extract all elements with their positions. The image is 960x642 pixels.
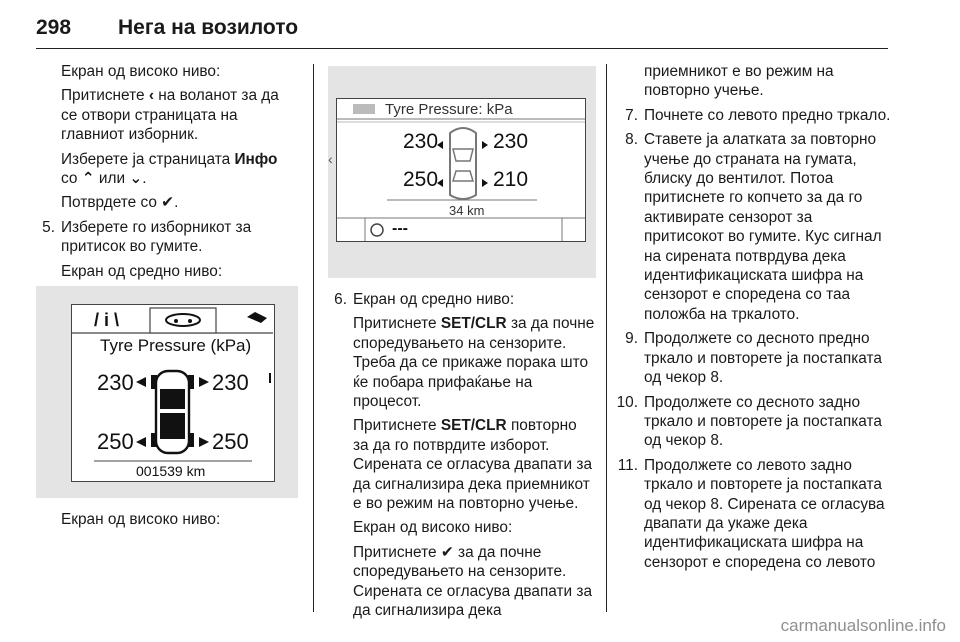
- watermark: carmanualsonline.info: [780, 616, 946, 635]
- step-11: 11. Продолжете со левото задно тркало и повторете ја постапката од чекор 8. Сирената се огласува двапати да укаже дека идентификациската шифра на сензорот е споредена со левото: [617, 456, 885, 571]
- paragraph: Потврдете со ✔.: [61, 194, 179, 212]
- paragraph: Изберете ја страницата Инфо со ⌃ или ⌄.: [61, 150, 278, 188]
- check-icon: ✔: [161, 194, 175, 212]
- paragraph: Екран од високо ниво:: [61, 511, 221, 529]
- high-level-display-illustration: [328, 66, 596, 278]
- page-number: 298: [36, 16, 72, 39]
- screen-title: Tyre Pressure: kPa: [385, 101, 513, 118]
- paragraph: Притиснете ✔ за да почне споредувањето на сензорите. Сирената се огласува двапати за да сигнализира дека: [353, 543, 593, 620]
- page-title: Нега на возилото: [118, 16, 299, 39]
- status-text: ---: [392, 220, 408, 237]
- front-right-pressure: 230: [493, 130, 529, 153]
- check-icon: ✔: [440, 543, 454, 561]
- column-2: [328, 66, 596, 626]
- front-left-pressure: 230: [403, 130, 439, 153]
- paragraph: Притиснете SET/CLR повторно за да го потврдите изборот. Сирената се огласува двапати за да сигнализира дека приемникот е во режим на повторно учење.: [353, 417, 593, 513]
- car-top-view: [156, 371, 189, 453]
- rear-left-pressure: 250: [403, 168, 439, 191]
- step-7: 7. Почнете со левото предно тркало.: [625, 106, 891, 124]
- rear-left-pressure: 250: [97, 429, 134, 455]
- rear-right-pressure: 250: [212, 429, 249, 455]
- page-header: [36, 8, 888, 49]
- car-icon: [353, 104, 375, 114]
- car-top-view: [450, 128, 476, 199]
- chevron-left-icon: ‹: [148, 87, 154, 105]
- step-5: 5. Изберете го изборникот за притисок во гумите.: [42, 218, 252, 256]
- paragraph: Екран од високо ниво:: [353, 519, 513, 537]
- display-screen: [71, 304, 275, 482]
- mid-level-display-illustration: [36, 286, 298, 498]
- step-9: 9. Продолжете со десното предно тркало и повторете ја постапката од чекор 8.: [625, 330, 882, 387]
- display-screen: [336, 98, 586, 242]
- screen-title: Tyre Pressure (kPa): [100, 336, 252, 356]
- paragraph: Екран од средно ниво:: [61, 262, 223, 280]
- paragraph: приемникот е во режим на повторно учење.: [644, 63, 834, 100]
- column-1: [36, 62, 298, 534]
- front-right-pressure: 230: [212, 370, 249, 396]
- rear-right-pressure: 210: [493, 168, 529, 191]
- column-3: [616, 62, 891, 577]
- fuel-drop-icon: [247, 312, 267, 323]
- front-left-pressure: 230: [97, 370, 134, 396]
- chevron-down-icon: ⌄: [129, 170, 143, 188]
- chevron-up-icon: ⌃: [81, 170, 95, 188]
- step-6: 6. Екран од средно ниво:: [334, 291, 515, 308]
- paragraph: Екран од високо ниво:: [61, 63, 221, 80]
- column-divider: [606, 64, 607, 612]
- step-8: 8. Ставете ја алатката за повторно учење до страната на гумата, блиску до вентилот. Потоа притиснете го копчето за да го активирате сензорот за притисокот во гумите. Кус сигнал на сирената потврдува дека идентификациската шифра на сензорот е споредена со таа положба на тркалото.: [625, 131, 882, 323]
- chevron-left-icon: ‹: [328, 151, 333, 167]
- road-info-icon: / i \: [94, 310, 120, 331]
- paragraph: Притиснете ‹ на воланот за да се отвори страницата на главниот изборник.: [61, 87, 279, 144]
- paragraph: Притиснете SET/CLR за да почне споредувањето на сензорите. Треба да се прикаже порака што ќе побара прифаќање на процесот.: [353, 315, 595, 411]
- tyre-warning-icon: [371, 224, 383, 236]
- distance: 34 km: [449, 203, 485, 218]
- column-divider: [313, 64, 314, 612]
- odometer: 001539 km: [136, 463, 206, 480]
- step-10: 10. Продолжете со десното задно тркало и повторете ја постапката од чекор 8.: [616, 393, 882, 450]
